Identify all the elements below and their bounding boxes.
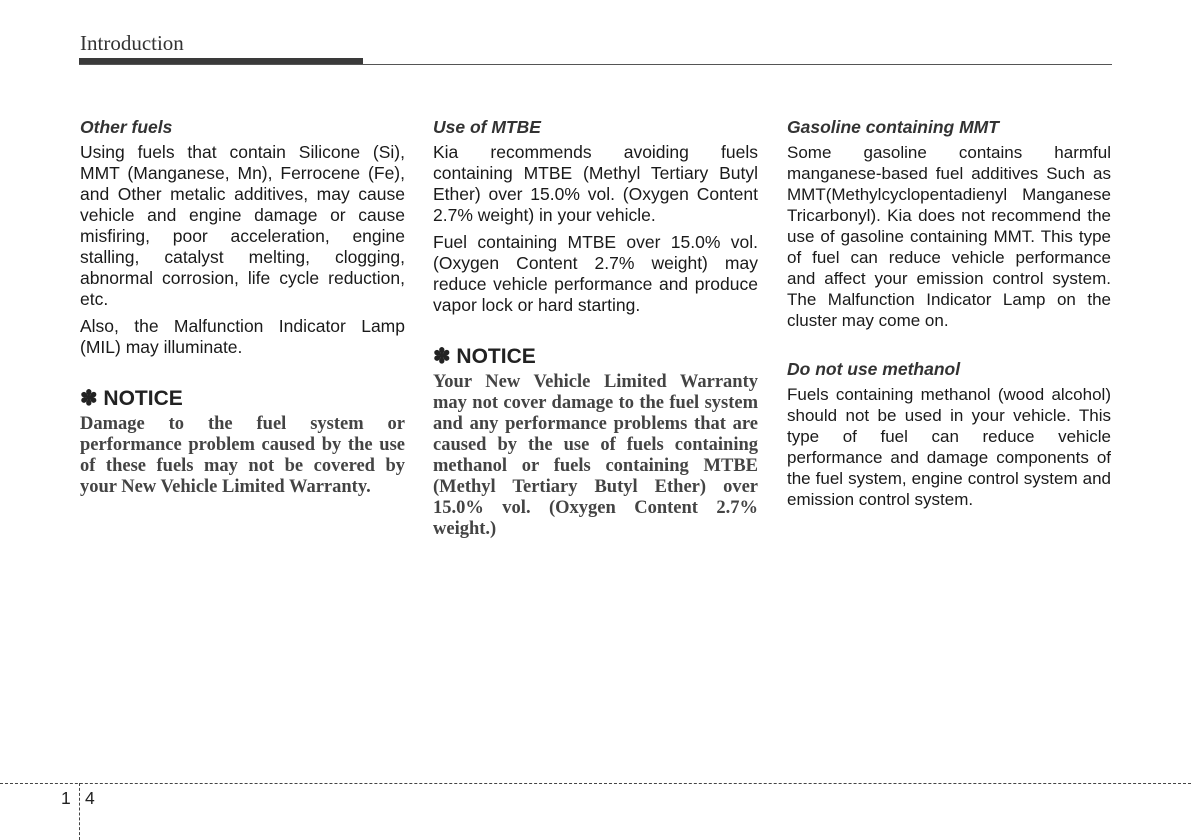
paragraph-other-fuels: Using fuels that contain Silicone (Si), MMT (Manganese, Mn), Ferrocene (Fe), and Other metalic additives, may cause vehicle and engine damage or cause misfiring, poor acceleration, engine stalling, catalyst melting, clogging, abnormal corrosion, life cycle reduction, etc. [80,142,405,309]
notice-text: Damage to the fuel system or performance problem caused by the use of these fuels may not be covered by your New Vehicle Limited Warranty. [80,414,405,497]
paragraph-mmt: Some gasoline contains harmful manganese-based fuel additives Such as MMT(Methylcyclopentadienyl Manganese Tricarbonyl). Kia does not recommend the use of gasoline containing MMT. This type of fuel can reduce vehicle performance and affect your emission control system. The Malfunction Indicator Lamp on the cluster may come on. [787,143,1111,330]
section-title: Introduction [80,31,184,55]
notice-title: ✽ NOTICE [433,345,536,368]
notice-title: ✽ NOTICE [80,387,183,410]
column-mmt-methanol [787,117,1111,516]
heading-other-fuels: Other fuels [80,117,173,137]
paragraph-methanol: Fuels containing methanol (wood alcohol) should not be used in your vehicle. This type of fuel can reduce vehicle performance and damage components of the fuel system, engine control system and emission control system. [787,385,1111,509]
paragraph-mtbe-1: Kia recommends avoiding fuels containing MTBE (Methyl Tertiary Butyl Ether) over 15.0% vol. (Oxygen Content 2.7% weight) in your vehicle. [433,142,758,225]
column-mtbe [433,117,758,540]
footer-divider [0,783,1191,784]
heading-methanol: Do not use methanol [787,359,961,379]
heading-mmt: Gasoline containing MMT [787,117,999,137]
header-rule [79,64,1112,65]
heading-mtbe: Use of MTBE [433,117,541,137]
chapter-number: 1 [61,788,71,808]
paragraph-mil: Also, the Malfunction Indicator Lamp (MIL) may illuminate. [80,316,405,357]
page-number: 4 [85,788,95,808]
paragraph-mtbe-2: Fuel containing MTBE over 15.0% vol. (Oxygen Content 2.7% weight) may reduce vehicle performance and produce vapor lock or hard starting. [433,232,758,315]
footer-separator [79,783,80,840]
notice-text: Your New Vehicle Limited Warranty may not cover damage to the fuel system and any performance problems that are caused by the use of fuels containing methanol or fuels containing MTBE (Methyl Tertiary Butyl Ether) over 15.0% vol. (Oxygen Content 2.7% weight.) [433,372,758,539]
column-other-fuels [80,117,405,498]
